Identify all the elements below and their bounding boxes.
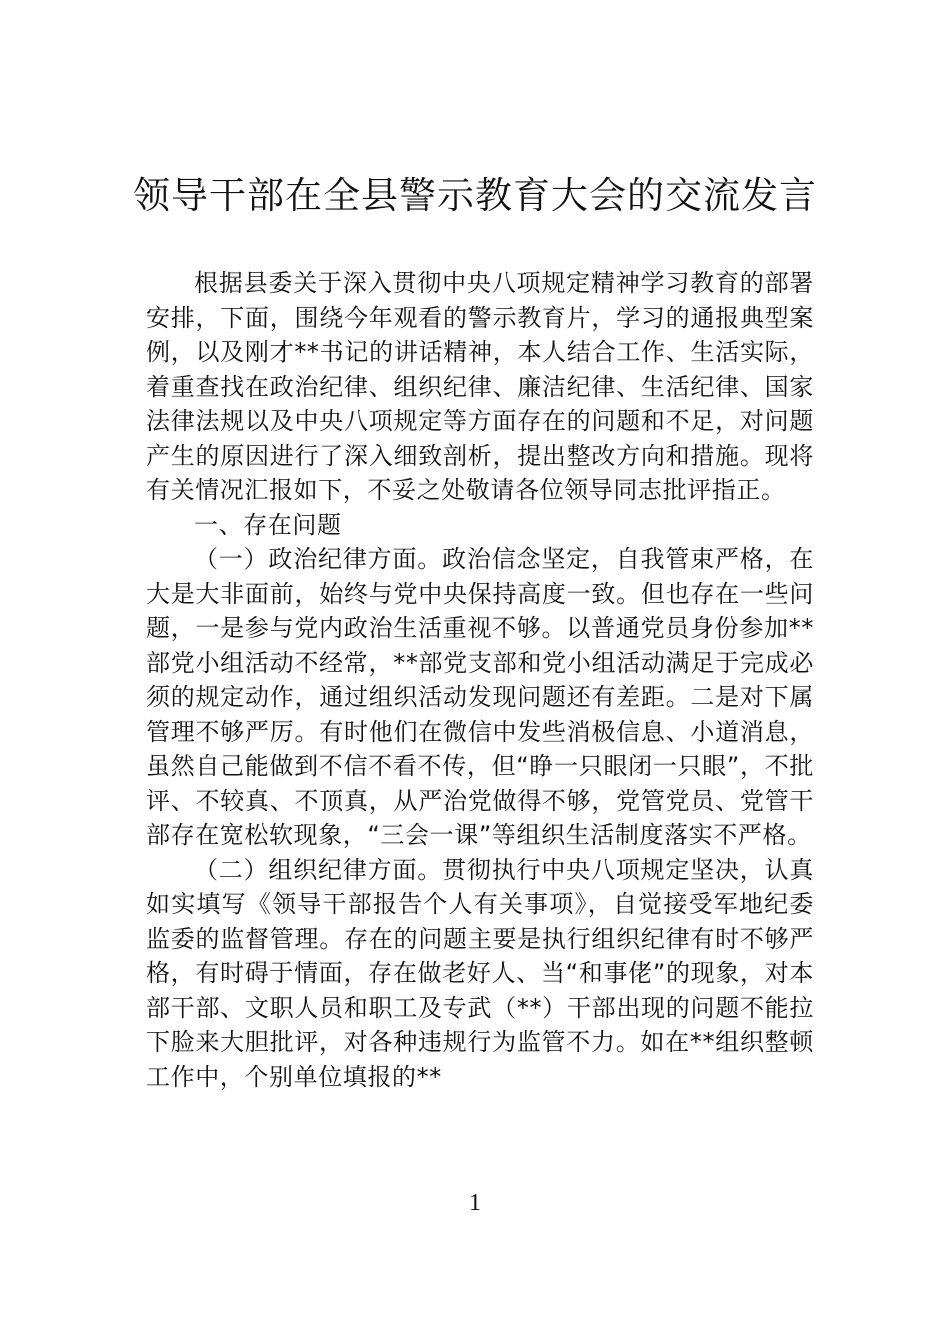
page-number: 1	[469, 1190, 481, 1216]
paragraph-organizational-discipline: （二）组织纪律方面。贯彻执行中央八项规定坚决，认真如实填写《领导干部报告个人有关事项》，自觉接受军地纪委监委的监督管理。存在的问题主要是执行组织纪律有时不够严格，有时碍于情面，存在做老好人、当“和事佬”的现象，对本部干部、文职人员和职工及专武（**）干部出现的问题不能拉下脸来大胆批评，对各种违规行为监管不力。如在**组织整顿工作中，个别单位填报的**	[146, 855, 814, 1091]
paragraph-intro: 根据县委关于深入贯彻中央八项规定精神学习教育的部署安排，下面，围绕今年观看的警示教育片，学习的通报典型案例，以及刚才**书记的讲话精神，本人结合工作、生活实际，着重查找在政治纪律、组织纪律、廉洁纪律、生活纪律、国家法律法规以及中央八项规定等方面存在的问题和不足，对问题产生的原因进行了深入细致剖析，提出整改方向和措施。现将有关情况汇报如下，不妥之处敬请各位领导同志批评指正。	[146, 269, 814, 504]
document-body	[146, 266, 814, 1094]
section-heading-problems: 一、存在问题	[194, 510, 342, 539]
document-title: 领导干部在全县警示教育大会的交流发言	[133, 174, 817, 217]
paragraph-political-discipline: （一）政治纪律方面。政治信念坚定，自我管束严格，在大是大非面前，始终与党中央保持高度一致。但也存在一些问题，一是参与党内政治生活重视不够。以普通党员身份参加**部党小组活动不经常，**部党支部和党小组活动满足于完成必须的规定动作，通过组织活动发现问题还有差距。二是对下属管理不够严厉。有时他们在微信中发些消极信息、小道消息，虽然自己能做到不信不看不传，但“睁一只眼闭一只眼”，不批评、不较真、不顶真，从严治党做得不够，党管党员、党管干部存在宽松软现象，“三会一课”等组织生活制度落实不严格。	[146, 545, 814, 849]
